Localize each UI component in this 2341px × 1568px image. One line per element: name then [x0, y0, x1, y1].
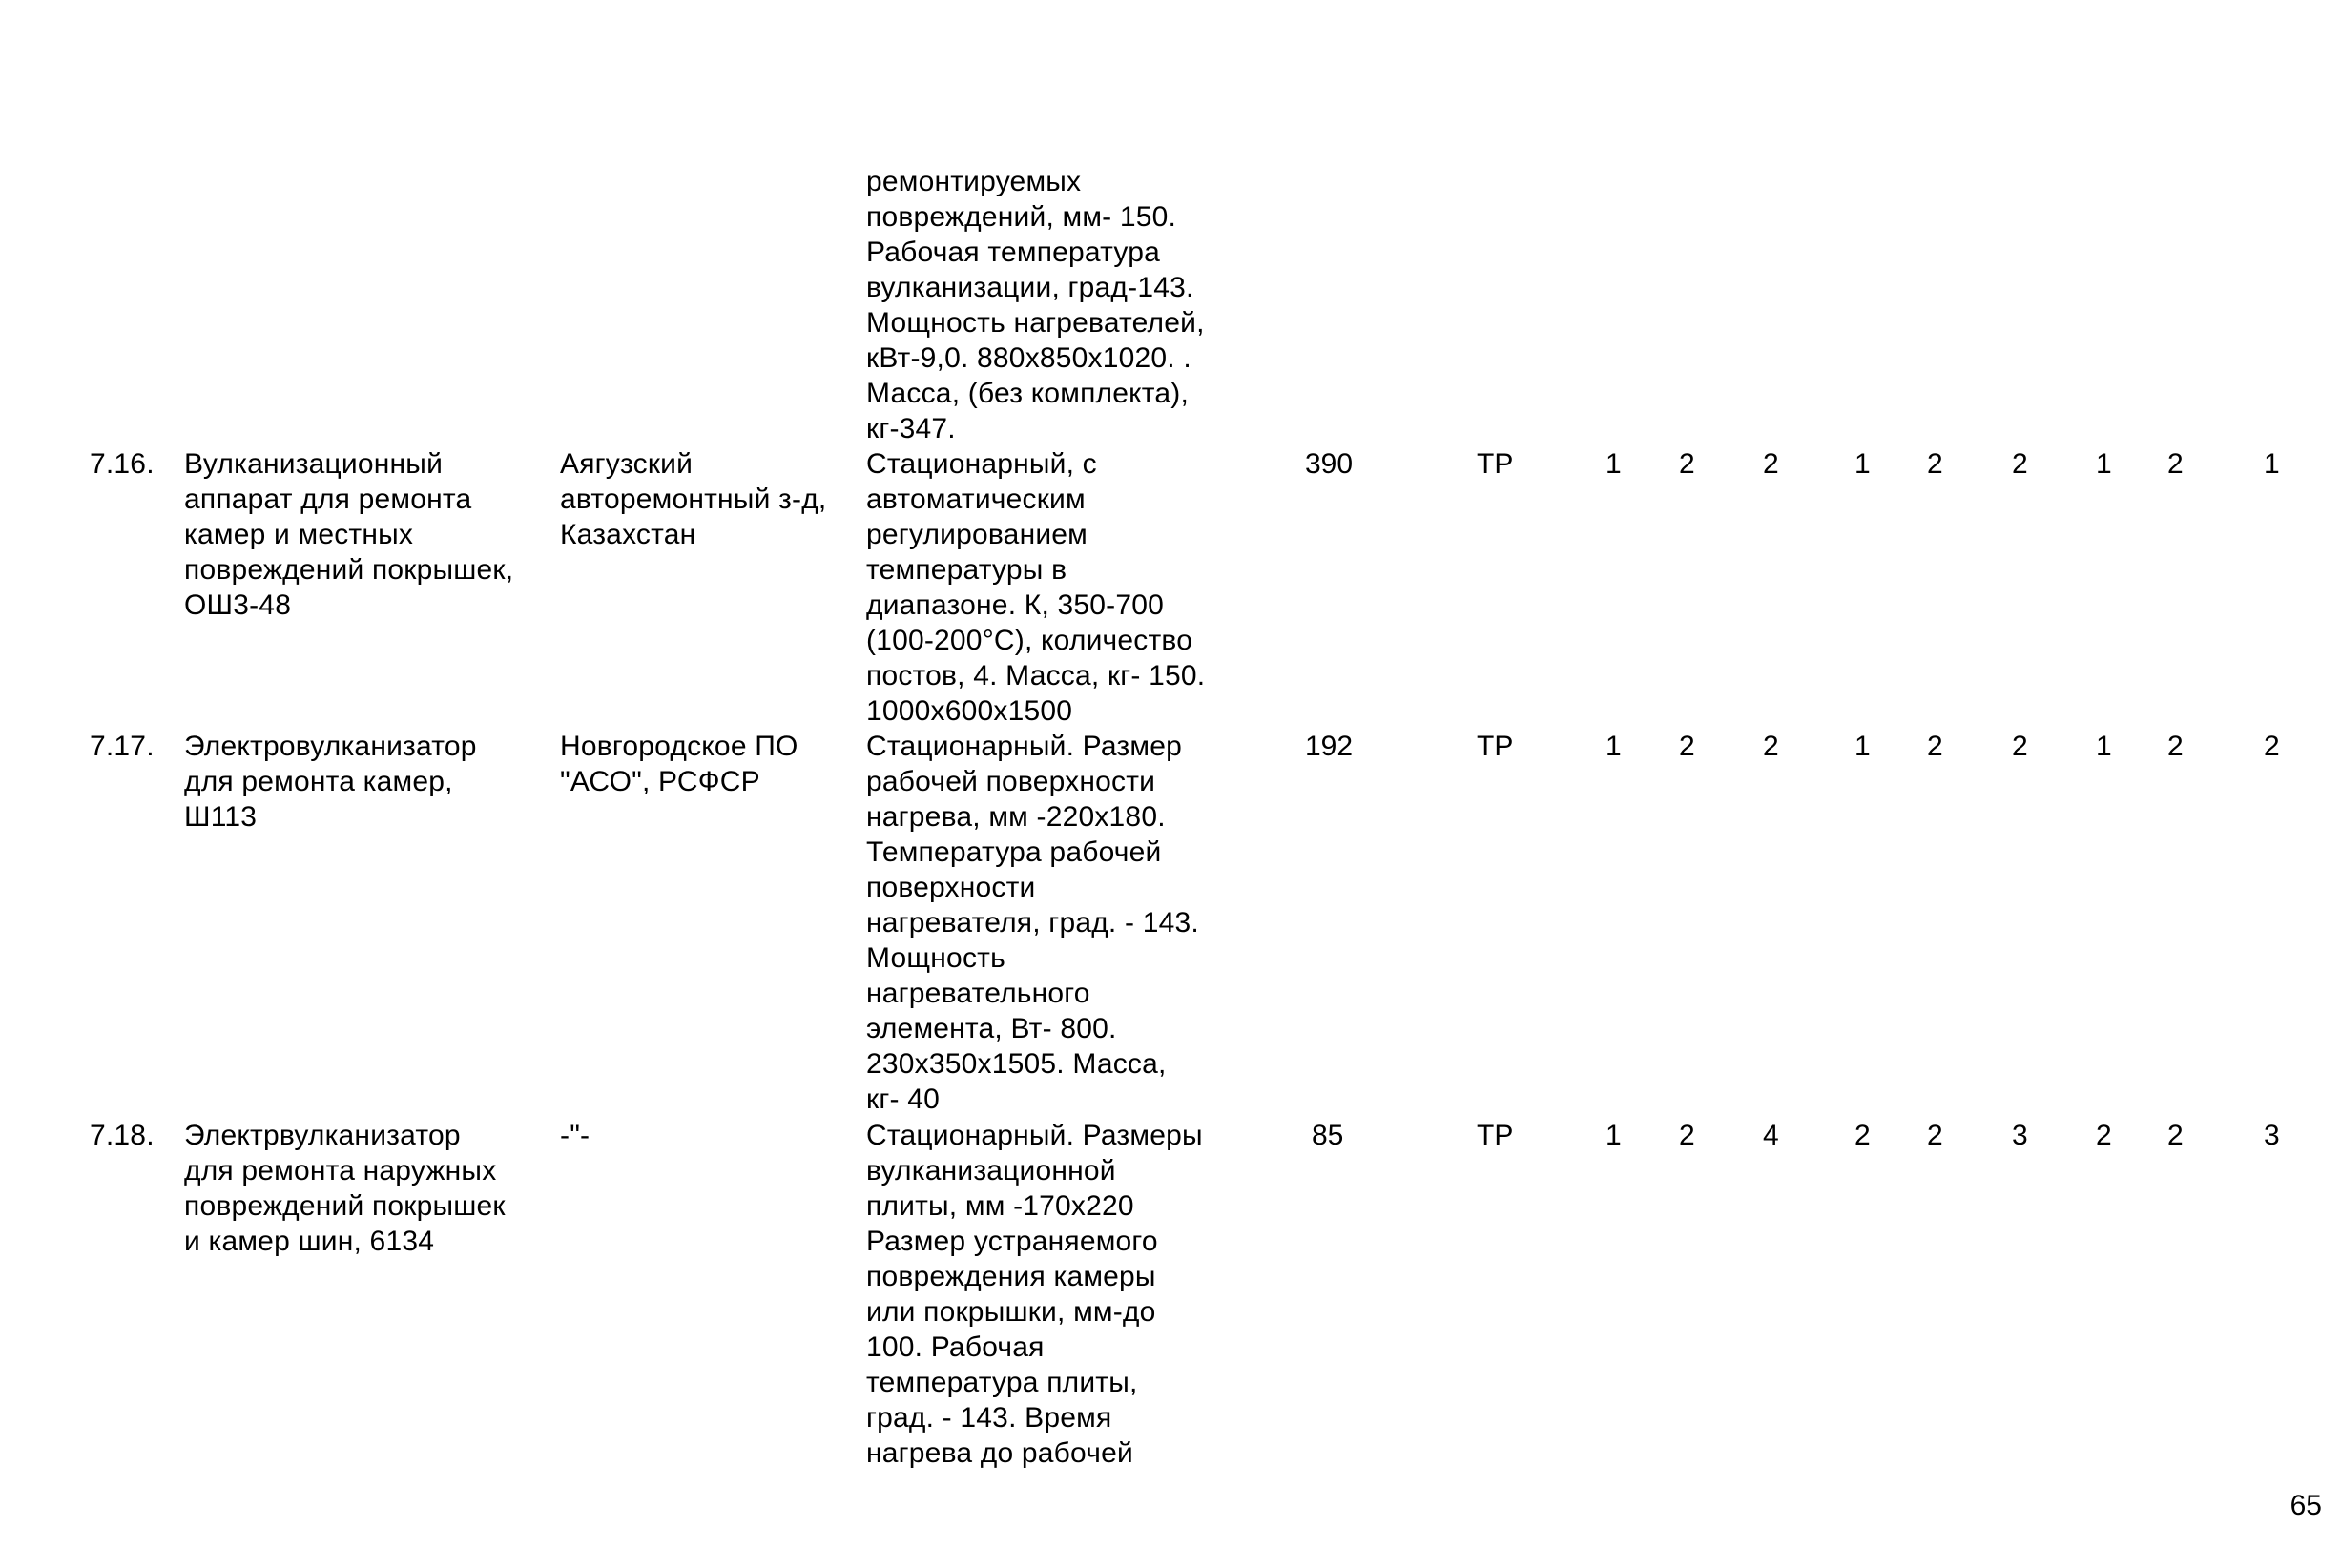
row-index: 7.18.	[90, 1120, 155, 1151]
value-3: 2	[1763, 731, 1779, 762]
value-6: 3	[2012, 1120, 2028, 1151]
row-index: 7.16.	[90, 448, 155, 480]
value-4: 1	[1854, 448, 1871, 480]
equipment-name: Электрвулканизатор для ремонта наружных повреждений покрышек и камер шин, 6134	[184, 1120, 506, 1257]
equipment-name: Электровулканизатор для ремонта камер, Ш113	[184, 731, 477, 833]
value-6: 2	[2012, 448, 2028, 480]
value-4: 2	[1854, 1120, 1871, 1151]
value-8: 2	[2167, 731, 2184, 762]
value-1: 1	[1606, 448, 1622, 480]
value-9: 2	[2264, 731, 2280, 762]
value-8: 2	[2167, 448, 2184, 480]
manufacturer: Аягузский авторемонтный з-д, Казахстан	[560, 448, 827, 550]
value-9: 3	[2264, 1120, 2280, 1151]
value-9: 1	[2264, 448, 2280, 480]
price: 390	[1305, 448, 1354, 480]
value-5: 2	[1927, 448, 1943, 480]
specification: Стационарный. Размеры вулканизационной плиты, мм -170x220 Размер устраняемого повреждения камеры или покрышки, мм-до 100. Рабочая температура плиты, град. - 143. Время нагрева до рабочей	[866, 1120, 1203, 1469]
equipment-name: Вулканизационный аппарат для ремонта камер и местных повреждений покрышек, ОШ3-48	[184, 448, 514, 621]
price: 192	[1305, 731, 1354, 762]
repair-type: ТР	[1477, 448, 1514, 480]
continuation-spec: ремонтируемых повреждений, мм- 150. Рабочая температура вулканизации, град-143. Мощность нагревателей, кВт-9,0. 880x850x1020. . Масса, (без комплекта), кг-347.	[866, 166, 1205, 444]
value-5: 2	[1927, 731, 1943, 762]
value-3: 4	[1763, 1120, 1779, 1151]
price: 85	[1312, 1120, 1344, 1151]
repair-type: ТР	[1477, 731, 1514, 762]
value-5: 2	[1927, 1120, 1943, 1151]
value-7: 2	[2096, 1120, 2112, 1151]
repair-type: ТР	[1477, 1120, 1514, 1151]
value-6: 2	[2012, 731, 2028, 762]
specification: Стационарный, с автоматическим регулированием температуры в диапазоне. К, 350-700 (100-200°С), количество постов, 4. Масса, кг- 150. 1000x600x1500	[866, 448, 1206, 727]
value-4: 1	[1854, 731, 1871, 762]
value-1: 1	[1606, 731, 1622, 762]
value-2: 2	[1679, 731, 1695, 762]
value-7: 1	[2096, 448, 2112, 480]
row-index: 7.17.	[90, 731, 155, 762]
value-8: 2	[2167, 1120, 2184, 1151]
page-number: 65	[2289, 1490, 2322, 1521]
value-3: 2	[1763, 448, 1779, 480]
manufacturer: -"-	[560, 1120, 590, 1151]
manufacturer: Новгородское ПО "АСО", РСФСР	[560, 731, 798, 797]
value-1: 1	[1606, 1120, 1622, 1151]
value-7: 1	[2096, 731, 2112, 762]
value-2: 2	[1679, 448, 1695, 480]
specification: Стационарный. Размер рабочей поверхности нагрева, мм -220x180. Температура рабочей поверхности нагревателя, град. - 143. Мощность нагревательного элемента, Вт- 800. 230x350x1505. Масса, кг- 40	[866, 731, 1199, 1115]
value-2: 2	[1679, 1120, 1695, 1151]
